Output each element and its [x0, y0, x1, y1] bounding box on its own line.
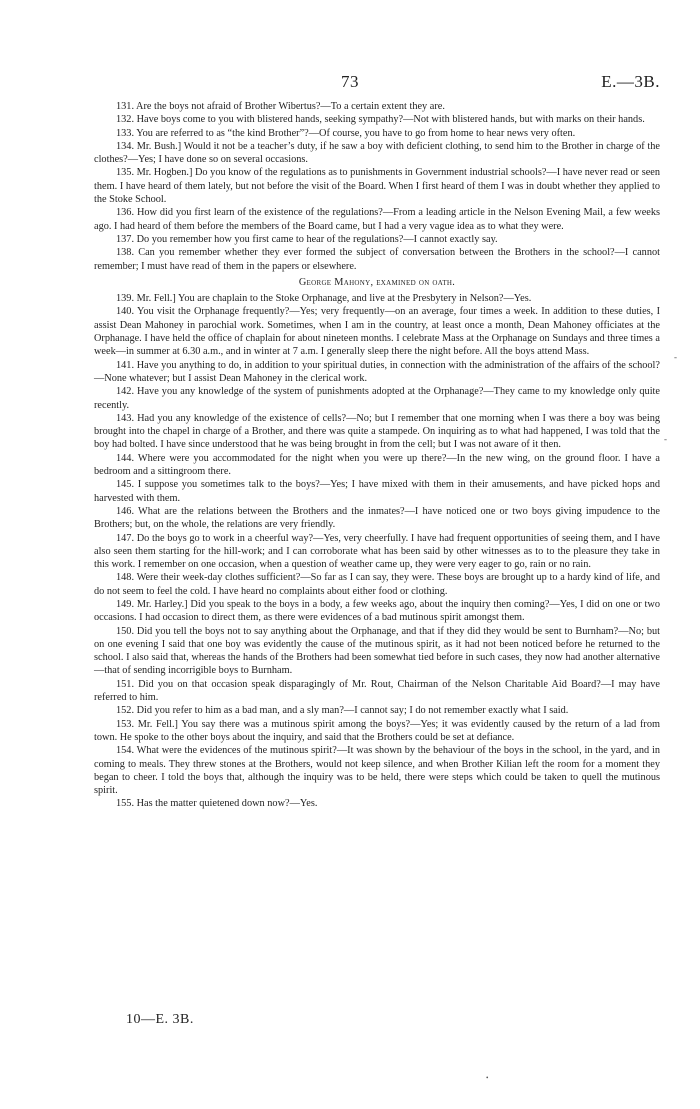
paragraph-141: 141. Have you anything to do, in addition to your spiritual duties, in connection with the administration of the affairs of the school?—None whatever; but I assist Dean Mahoney in the clerical work.	[94, 359, 660, 384]
page-number: 73	[341, 72, 359, 91]
paragraph-145: 145. I suppose you sometimes talk to the boys?—Yes; I have mixed with them in their amusements, and have picked hops and harvested with them.	[94, 479, 660, 504]
paragraph-148: 148. Were their week-day clothes sufficient?—So far as I can say, they were. These boys are brought up to a hardy kind of life, and do not seem to feel the cold. I have heard no complaints about either food or clothing.	[94, 572, 660, 597]
paragraph-155: 155. Has the matter quietened down now?—Yes.	[116, 798, 318, 810]
paragraph-137: 137. Do you remember how you first came to hear of the regulations?—I cannot exactly say.	[116, 233, 498, 245]
paragraph-152: 152. Did you refer to him as a bad man, and a sly man?—I cannot say; I do not remember exactly what I said.	[116, 705, 569, 717]
paragraph-144: 144. Where were you accommodated for the night when you were up there?—In the new wing, on the ground floor. I have a bedroom and a sittingroom there.	[94, 452, 660, 478]
paragraph-138: 138. Can you remember whether they ever formed the subject of conversation between the Brothers in the school?—I cannot remember; I must have read of them in the papers or elsewhere.	[94, 247, 660, 272]
paragraph-134: 134. Mr. Bush.] Would it not be a teacher’s duty, if he saw a boy with deficient clothing, to send him to the Brother in charge of the clothes?—Yes; I have done so on several occasions.	[94, 140, 660, 166]
margin-mark: -	[664, 434, 667, 444]
margin-mark: -	[674, 352, 677, 362]
witness-heading: George Mahony, examined on oath.	[298, 276, 456, 288]
paragraph-135: 135. Mr. Hogben.] Do you know of the regulations as to punishments in Government industrial schools?—I have never read or seen them. I have heard of them lately, but not before the visit of the Board. When I first heard of them I was in doubt whether they applied to the Stoke School.	[94, 167, 660, 206]
margin-mark: •	[486, 1074, 489, 1082]
document-body	[94, 100, 660, 811]
paragraph-132: 132. Have boys come to you with blistered hands, seeking sympathy?—Not with blistered hands, but with marks on their hands.	[116, 114, 645, 126]
paragraph-151: 151. Did you on that occasion speak disparagingly of Mr. Rout, Chairman of the Nelson Charitable Aid Board?—I may have referred to him.	[94, 678, 660, 704]
paragraph-147: 147. Do the boys go to work in a cheerful way?—Yes, very cheerfully. I have had frequent opportunities of seeing them, and I have also seen them starting for the hill-work; and I can corroborate what has been said by other witnesses as to to the pleasure they take in this work. I remember on one occasion, when a question of weather came up, they were very eager to go, rain or no rain.	[94, 532, 660, 571]
document-code: E.—3B.	[601, 72, 660, 91]
paragraph-143: 143. Had you any knowledge of the existence of cells?—No; but I remember that one morning when I was there a boy was being brought into the chapel in charge of a Brother, and there was quite a stampede. On inquiring as to what had happened, I was told that the boy had bolted. I have since understood that he was being brought in from the cell; but I was not aware of it then.	[94, 412, 660, 451]
paragraph-154: 154. What were the evidences of the mutinous spirit?—It was shown by the behaviour of the boys in the school, in the yard, and in coming to meals. They threw stones at the Brothers, would not keep silence, and when Brother Kilian left the room for a moment they began to cheer. I told the boys that, although the inquiry was to be held, there were steps which could be taken to quell the mutinous spirit.	[94, 745, 660, 797]
paragraph-133: 133. You are referred to as “the kind Brother”?—Of course, you have to go from home to hear news very often.	[116, 127, 576, 139]
paragraph-142: 142. Have you any knowledge of the system of punishments adopted at the Orphanage?—They came to my knowledge only quite recently.	[94, 386, 660, 411]
paragraph-131: 131. Are the boys not afraid of Brother Wibertus?—To a certain extent they are.	[116, 101, 445, 112]
paragraph-140: 140. You visit the Orphanage frequently?—Yes; very frequently—on an average, four times a week. In addition to these duties, I assist Dean Mahoney in parochial work. Sometimes, when I am in the country, at least once a month, Dean Mahoney officiates at the Orphanage. I have held the office of chaplain for about nineteen months. I celebrate Mass at the Orphanage on Sundays and three times a week—in summer at 6.30 a.m., and in winter at 7 a.m. I generally sleep there the night before. All the boys attend Mass.	[94, 306, 660, 358]
paragraph-150: 150. Did you tell the boys not to say anything about the Orphanage, and that if they did they would be sent to Burnham?—No; but on one evening I said that one boy was evidently the cause of the mutinous spirit, as it had not been noticed before he returned to the school. I also said that, whereas the hands of the Brothers had been somewhat tied before in such cases, they now had another alternative—that of sending incorrigible boys to Burnham.	[94, 625, 660, 677]
paragraph-139: 139. Mr. Fell.] You are chaplain to the Stoke Orphanage, and live at the Presbytery in Nelson?—Yes.	[116, 293, 532, 305]
paragraph-149: 149. Mr. Harley.] Did you speak to the boys in a body, a few weeks ago, about the inquiry then coming?—Yes, I did on one or two occasions. I had occasion to direct them, as there were evidences of a bad mutinous spirit amongst them.	[94, 598, 660, 624]
paragraph-136: 136. How did you first learn of the existence of the regulations?—From a leading article in the Nelson Evening Mail, a few weeks ago. I had heard of them before the members of the Board came, but I had a very vague idea as to what they were.	[94, 207, 660, 232]
footer-signature: 10—E. 3B.	[126, 1012, 194, 1027]
paragraph-146: 146. What are the relations between the Brothers and the inmates?—I have noticed one or two boys giving impudence to the Brothers; but, on the whole, the relations are very friendly.	[94, 505, 660, 531]
paragraph-153: 153. Mr. Fell.] You say there was a mutinous spirit among the boys?—Yes; it was evidently caused by the return of a lad from town. He spoke to the other boys about the inquiry, and said that the Brothers could be set at defiance.	[94, 718, 660, 743]
